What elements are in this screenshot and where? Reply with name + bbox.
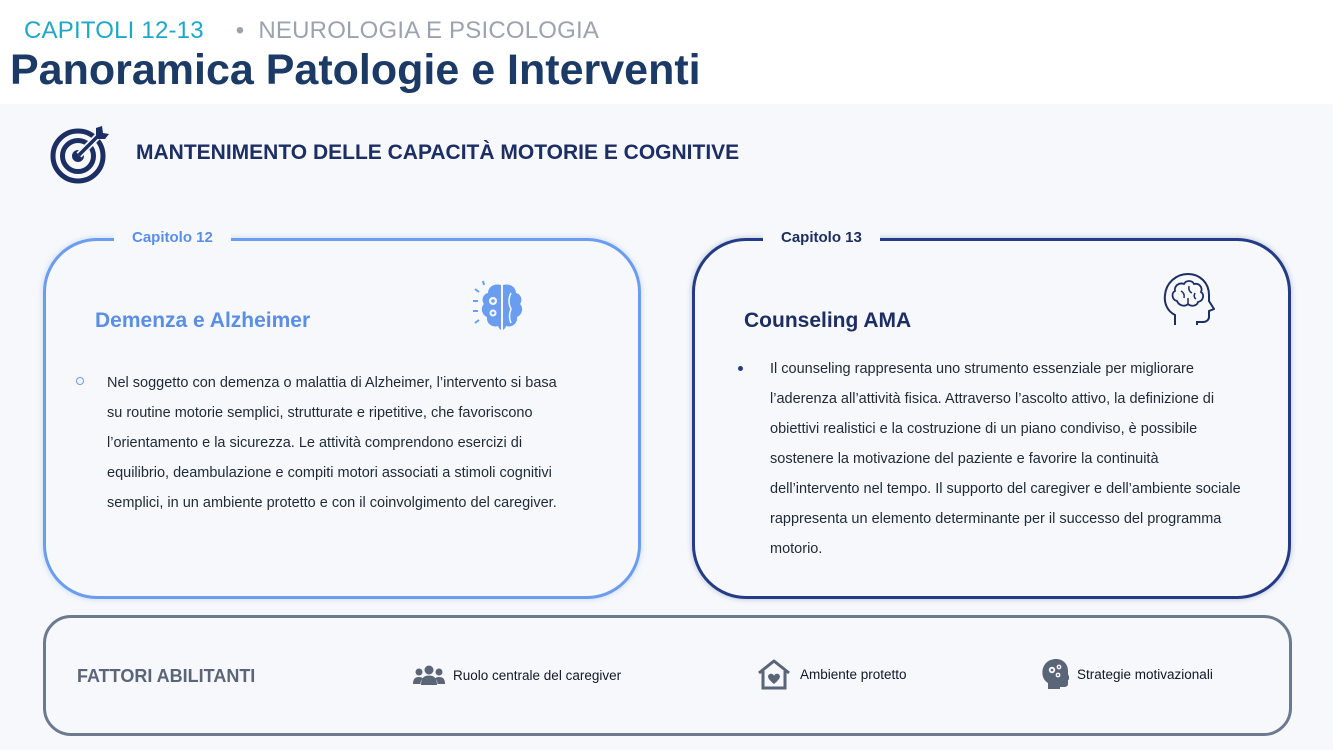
bullet-marker (738, 366, 743, 371)
factor-item (1041, 658, 1213, 690)
factor-label: Ruolo centrale del caregiver (453, 667, 622, 683)
enabling-factors-panel (43, 615, 1292, 736)
card-tag: Capitolo 12 (114, 229, 231, 246)
card-title: Demenza e Alzheimer (95, 309, 311, 332)
header (0, 0, 1333, 104)
card-title: Counseling AMA (744, 309, 912, 332)
factors-title: FATTORI ABILITANTI (77, 666, 256, 686)
target-icon (50, 124, 112, 184)
bullet-marker (76, 377, 84, 385)
chapter-12-card (43, 229, 641, 599)
factor-label: Ambiente protetto (800, 666, 907, 682)
users-icon (413, 664, 445, 686)
head-brain-icon (1161, 271, 1215, 327)
kicker-separator: • (235, 17, 245, 44)
chapter-label: CAPITOLI 12-13 (24, 17, 204, 44)
brain-gears-icon (471, 279, 531, 335)
page-title: Panoramica Patologie e Interventi (10, 46, 701, 94)
factor-item (413, 664, 621, 686)
card-tag: Capitolo 13 (763, 229, 880, 246)
section-heading: MANTENIMENTO DELLE CAPACITÀ MOTORIE E COGNITIVE (136, 141, 740, 164)
card-bullet-text: Nel soggetto con demenza o malattia di Alzheimer, l’intervento si basa su routine motorie semplici, strutturate e ripetitive, che favoriscono l’orientamento e la sicurezza. Le attività comprendono esercizi di equilibrio, deambulazione e compiti motori associati a stimoli cognitivi semplici, in un ambiente protetto e con il coinvolgimento del caregiver. (107, 375, 557, 511)
head-gears-icon (1041, 658, 1069, 690)
card-bullet-text: Il counseling rappresenta uno strumento essenziale per migliorare l’aderenza all’attività fisica. Attraverso l’ascolto attivo, la definizione di obiettivi realistici e la costruzione di un piano condiviso, è possibile sostenere la motivazione del paziente e favorire la continuità dell’intervento nel tempo. Il supporto del caregiver e dell’ambiente sociale rappresenta un elemento determinante per il successo del programma motorio. (770, 361, 1241, 557)
home-heart-icon (756, 658, 792, 690)
factor-item (756, 658, 907, 690)
factor-label: Strategie motivazionali (1077, 666, 1213, 682)
chapter-kicker (24, 17, 599, 45)
topic-label: NEUROLOGIA E PSICOLOGIA (258, 17, 600, 44)
chapter-13-card (692, 229, 1291, 599)
